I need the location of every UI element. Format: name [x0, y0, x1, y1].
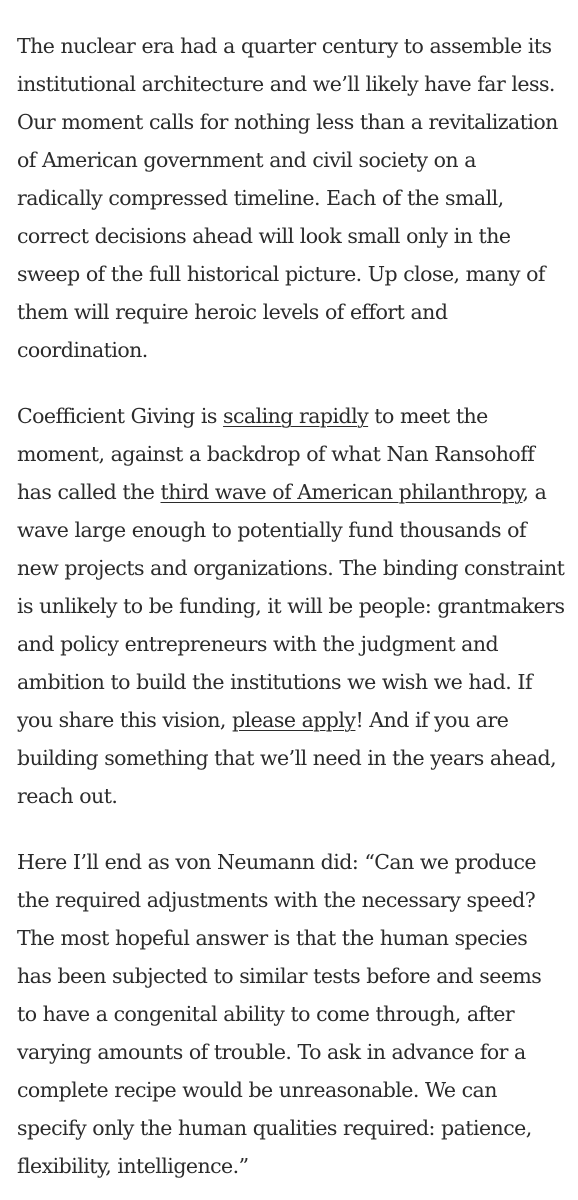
third-wave-philanthropy-link[interactable]: third wave of American philanthropy — [160, 480, 523, 504]
please-apply-link[interactable]: please apply — [232, 708, 356, 732]
paragraph-von-neumann-quote: Here I’ll end as von Neumann did: “Can we produce the required adjustments with the necessary speed? The most hopeful answer is that the human species has been subjected to similar tests before and seems to have a congenital ability to come through, after varying amounts of trouble. To ask in advance for a complete recipe would be unreasonable. We can specify only the human qualities required: patience, flexibility, intelligence.” — [17, 850, 542, 1178]
paragraph-text: ! And if you are building something that we’ll need in the years ahead, reach out. — [17, 708, 557, 808]
paragraph-coefficient-giving — [17, 397, 566, 815]
paragraph-text: , a wave large enough to potentially fund thousands of new projects and organizations. The binding constraint is unlikely to be funding, it will be people: grantmakers and policy entrepreneurs with the judgment and ambition to build the institutions we wish we had. If you share this vision, — [17, 480, 565, 732]
scaling-rapidly-link[interactable]: scaling rapidly — [223, 404, 369, 428]
paragraph-text: Coefficient Giving is — [17, 404, 224, 428]
paragraph-nuclear-era: The nuclear era had a quarter century to assemble its institutional architecture and we’ll likely have far less. Our moment calls for nothing less than a revitalization of American government and civil society on a radically compressed timeline. Each of the small, correct decisions ahead will look small only in the sweep of the full historical picture. Up close, many of them will require heroic levels of effort and coordination. — [17, 34, 558, 362]
paragraph-text: to meet the moment, against a backdrop of what Nan Ransohoff has called the — [17, 404, 535, 504]
